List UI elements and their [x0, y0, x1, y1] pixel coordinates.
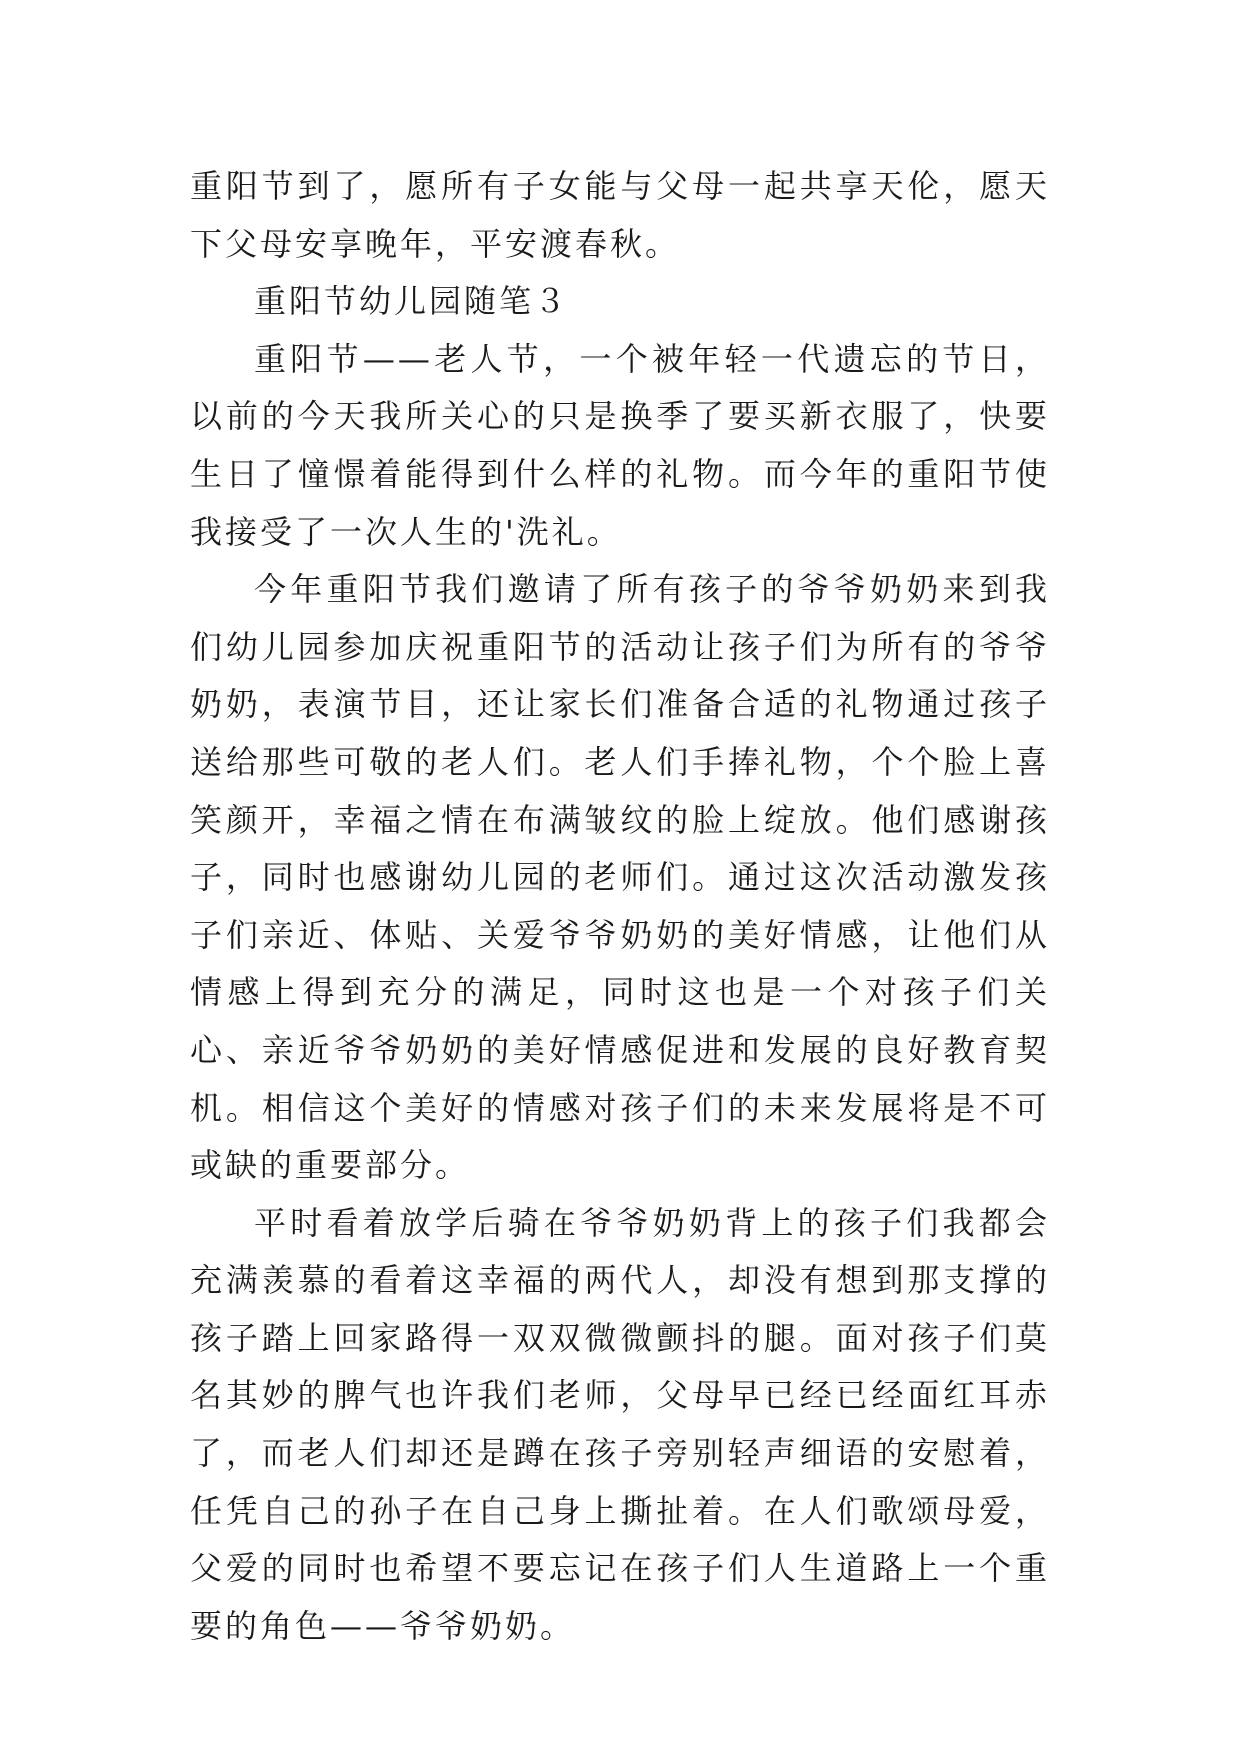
body-paragraph: 重阳节——老人节，一个被年轻一代遗忘的节日，以前的今天我所关心的只是换季了要买新衣服了，快要生日了憧憬着能得到什么样的礼物。而今年的重阳节使我接受了一次人生的'洗礼。	[190, 339, 1050, 551]
body-paragraph: 平时看着放学后骑在爷爷奶奶背上的孩子们我都会充满羡慕的看着这幸福的两代人，却没有想到那支撑的孩子踏上回家路得一双双微微颤抖的腿。面对孩子们莫名其妙的脾气也许我们老师，父母早已经已经面红耳赤了，而老人们却还是蹲在孩子旁别轻声细语的安慰着，任凭自己的孙子在自己身上撕扯着。在人们歌颂母爱，父爱的同时也希望不要忘记在孩子们人生道路上一个重要的角色——爷爷奶奶。	[190, 1203, 1050, 1645]
opening-paragraph: 重阳节到了，愿所有子女能与父母一起共享天伦，愿天下父母安享晚年，平安渡春秋。	[190, 167, 1050, 263]
section-heading: 重阳节幼儿园随笔３	[254, 282, 570, 321]
body-paragraph: 今年重阳节我们邀请了所有孩子的爷爷奶奶来到我们幼儿园参加庆祝重阳节的活动让孩子们为所有的爷爷奶奶，表演节目，还让家长们准备合适的礼物通过孩子送给那些可敬的老人们。老人们手捧礼物，个个脸上喜笑颜开，幸福之情在布满皱纹的脸上绽放。他们感谢孩子，同时也感谢幼儿园的老师们。通过这次活动激发孩子们亲近、体贴、关爱爷爷奶奶的美好情感，让他们从情感上得到充分的满足，同时这也是一个对孩子们关心、亲近爷爷奶奶的美好情感促进和发展的良好教育契机。相信这个美好的情感对孩子们的未来发展将是不可或缺的重要部分。	[190, 570, 1050, 1185]
document-body	[190, 158, 1050, 1655]
